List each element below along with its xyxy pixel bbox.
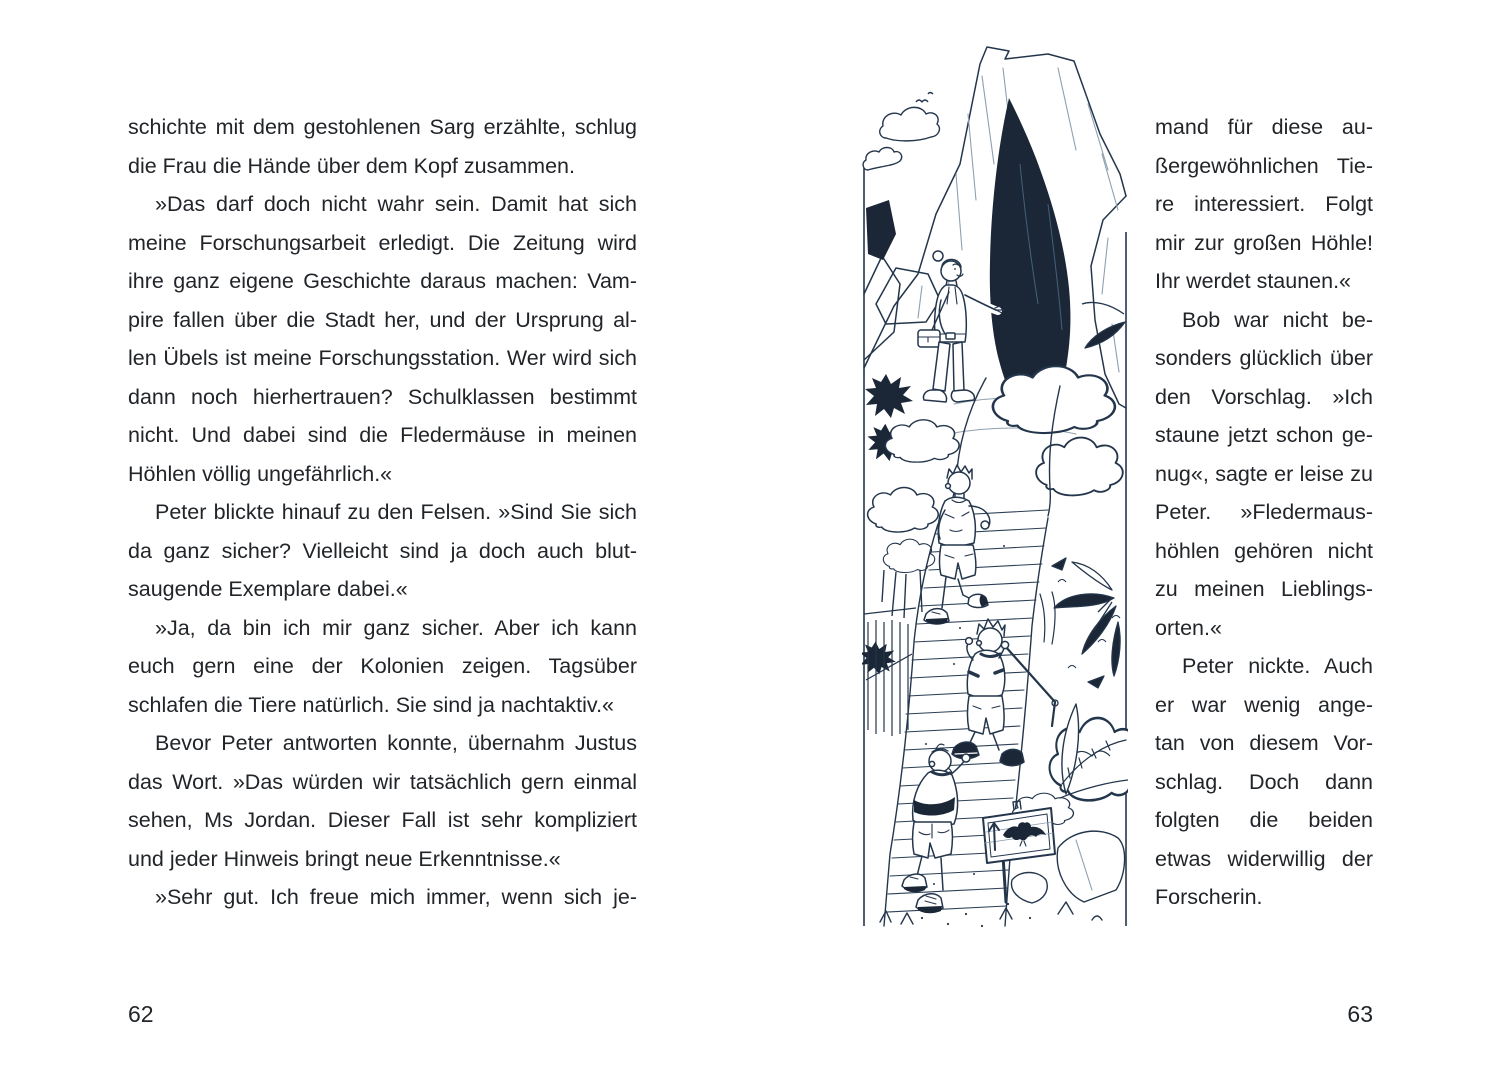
wooden-fence <box>864 608 916 736</box>
text-line: orten.« <box>1155 615 1222 640</box>
text-line: höhlen gehören nicht <box>1155 538 1373 563</box>
text-line: etwas widerwillig der <box>1155 846 1373 871</box>
text-line: folgten die beiden <box>1155 808 1373 832</box>
text-line: re interessiert. Folgt <box>1155 192 1373 216</box>
text-line: mand für diese au- <box>1155 115 1373 139</box>
text-line: Peter nickte. Auch <box>1182 654 1373 678</box>
text-line: Peter blickte hinauf zu den Felsen. »Sind Sie sich <box>155 500 637 524</box>
text-line: mir zur großen Höhle! <box>1155 230 1373 255</box>
text-line: Ihr werdet staunen.« <box>1155 269 1352 293</box>
boy-bob-figure <box>952 619 1024 766</box>
text-line: er war wenig ange- <box>1155 692 1373 717</box>
boy-peter-figure <box>924 465 990 624</box>
page-number-right: 63 <box>1347 1001 1373 1027</box>
page-number-left: 62 <box>128 1001 154 1027</box>
foreground-bushes <box>1012 704 1128 827</box>
text-line: schlag. Doch dann <box>1155 769 1373 794</box>
clouds <box>863 93 939 171</box>
text-line: und jeder Hinweis bringt neue Erkenntnisse.« <box>128 846 561 871</box>
left-page-text-column <box>128 108 637 917</box>
text-line: saugende Exemplare dabei.« <box>128 577 408 601</box>
text-line: Peter. »Fledermaus- <box>1155 500 1373 524</box>
text-line: ihre ganz eigene Geschichte daraus machen: Vam- <box>128 269 637 293</box>
right-page-text-column <box>1155 108 1373 917</box>
text-line: sonders glücklich über <box>1155 346 1373 370</box>
text-line: staune jetzt schon ge- <box>1155 423 1373 447</box>
text-line: Bob war nicht be- <box>1182 307 1373 332</box>
text-line: Bevor Peter antworten konnte, übernahm Justus <box>155 731 637 755</box>
bushes <box>868 366 1123 668</box>
text-line: nicht. Und dabei sind die Fledermäuse in meinen <box>128 423 637 447</box>
handrail <box>1005 592 1058 726</box>
text-line: len Übels ist meine Forschungsstation. Wer wird sich <box>128 346 637 370</box>
text-line: schichte mit dem gestohlenen Sarg erzählte, schlug <box>128 115 637 139</box>
text-line: ßergewöhnlichen Tie- <box>1155 153 1373 178</box>
text-line: Höhlen völlig ungefährlich.« <box>128 461 393 486</box>
text-line: »Ja, da bin ich mir ganz sicher. Aber ich kann <box>155 615 637 640</box>
text-line: den Vorschlag. »Ich <box>1155 384 1373 409</box>
text-line: nug«, sagte er leise zu <box>1155 461 1373 486</box>
text-line: die Frau die Hände über dem Kopf zusammen. <box>128 153 575 178</box>
text-line: Forscherin. <box>1155 885 1263 909</box>
text-line: »Das darf doch nicht wahr sein. Damit hat sich <box>155 192 637 216</box>
text-line: meine Forschungsarbeit erledigt. Die Zeitung wird <box>128 230 637 255</box>
story-illustration-svg <box>862 42 1128 942</box>
text-line: dann noch hierhertrauen? Schulklassen bestimmt <box>128 384 637 409</box>
text-line: zu meinen Lieblings- <box>1155 577 1373 601</box>
text-line: euch gern eine der Kolonien zeigen. Tagsüber <box>128 654 637 678</box>
story-illustration <box>862 42 1128 942</box>
text-line: schlafen die Tiere natürlich. Sie sind ja nachtaktiv.« <box>128 692 615 717</box>
text-line: pire fallen über die Stadt her, und der Ursprung al- <box>128 307 637 332</box>
text-line: tan von diesem Vor- <box>1155 731 1373 755</box>
text-line: sehen, Ms Jordan. Dieser Fall ist sehr kompliziert <box>128 808 637 832</box>
text-line: das Wort. »Das würden wir tatsächlich gern einmal <box>128 769 637 794</box>
text-line: da ganz sicher? Vielleicht sind ja doch auch blut- <box>128 538 637 563</box>
boy-justus-figure <box>902 744 970 913</box>
text-line: »Sehr gut. Ich freue mich immer, wenn sich je- <box>155 885 637 909</box>
